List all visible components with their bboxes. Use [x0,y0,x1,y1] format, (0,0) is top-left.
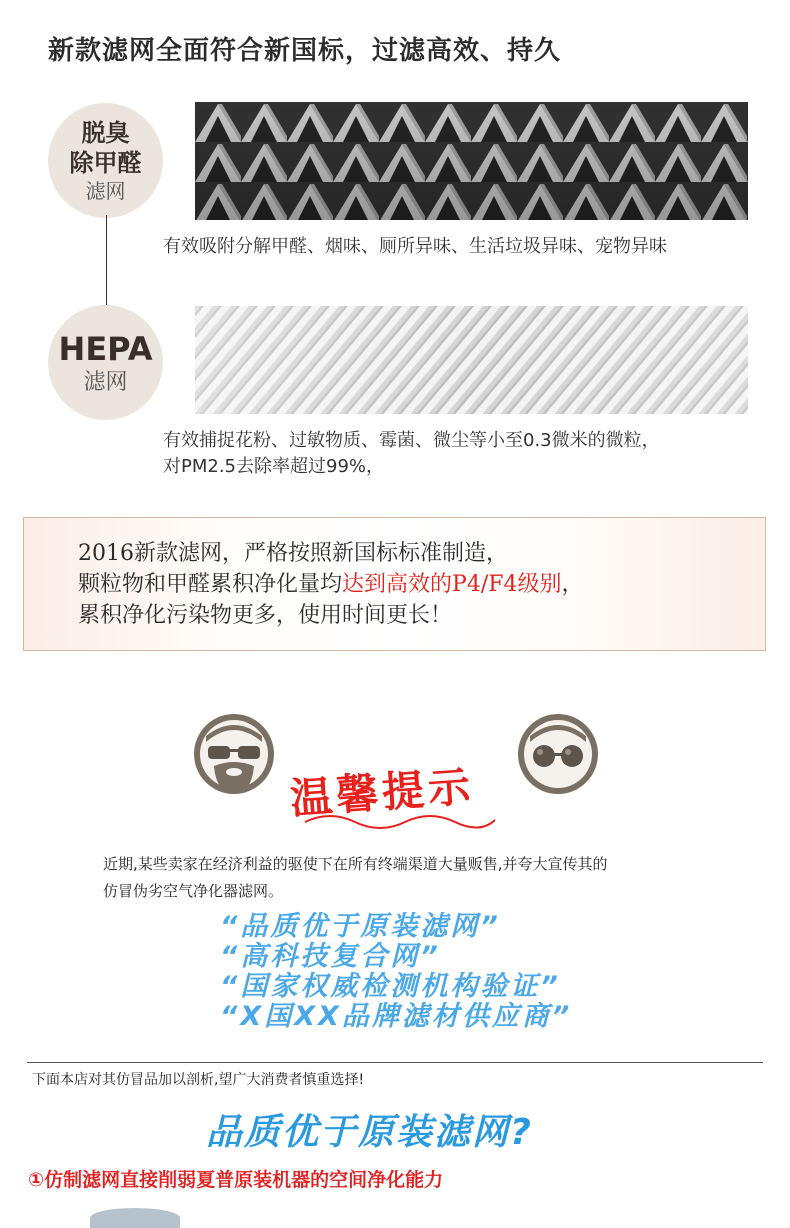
hepa-filter-description [163,428,763,480]
bearded-sunglasses-face-icon [192,712,276,796]
info-line-suffix: ， [561,572,584,597]
warning-text [103,851,723,905]
info-highlight: 达到高效的P4/F4级别 [342,572,562,597]
hepa-filter-photo [195,306,748,414]
info-text [78,538,584,631]
page-title: 新款滤网全面符合新国标，过滤高效、持久 [48,36,562,66]
quality-question-heading: 品质优于原装滤网? [206,1112,533,1153]
badge-line: 滤网 [85,178,126,203]
connector-line [106,215,107,305]
claim-item: “高科技复合网” [220,941,441,972]
hepa-filter-badge [48,305,163,420]
deodorize-filter-badge [48,103,163,218]
analysis-note: 下面本店对其仿冒品加以剖析,望广大消费者慎重选择! [32,1072,365,1088]
swirl-decoration-icon [300,810,500,836]
analysis-point: ①仿制滤网直接削弱夏普原装机器的空间净化能力 [28,1169,444,1191]
warning-line: 近期,某些卖家在经济利益的驱使下在所有终端渠道大量贩售,并夸大宣传其的 [103,855,608,873]
product-image-partial [90,1208,180,1228]
counterfeit-claims-list [220,912,572,1032]
description-line: 对PM2.5去除率超过99%， [163,456,385,477]
info-line-prefix: 颗粒物和甲醛累积净化量均 [78,572,343,597]
info-line: 2016新款滤网，严格按照新国标标准制造， [78,541,508,566]
description-line: 有效捕捉花粉、过敏物质、霉菌、微尘等小至0.3微米的微粒， [163,430,660,451]
badge-line: 脱臭 [81,118,130,147]
info-line: 累积净化污染物更多，使用时间更长！ [78,603,453,628]
deodorize-filter-photo [195,102,748,220]
badge-line: 滤网 [83,369,128,395]
claim-item: “国家权威检测机构验证” [220,971,561,1002]
divider [27,1062,763,1063]
badge-line: HEPA [58,329,153,368]
warning-line: 仿冒伪劣空气净化器滤网。 [103,882,284,900]
info-line [78,569,584,600]
claim-item: “品质优于原装滤网” [220,911,501,942]
claim-item: “X国XX品牌滤材供应商” [220,1001,573,1032]
round-glasses-face-icon [516,712,600,796]
tips-title: 温馨提示 [288,761,476,824]
deodorize-filter-description: 有效吸附分解甲醛、烟味、厕所异味、生活垃圾异味、宠物异味 [163,236,667,257]
badge-line: 除甲醛 [69,148,142,177]
